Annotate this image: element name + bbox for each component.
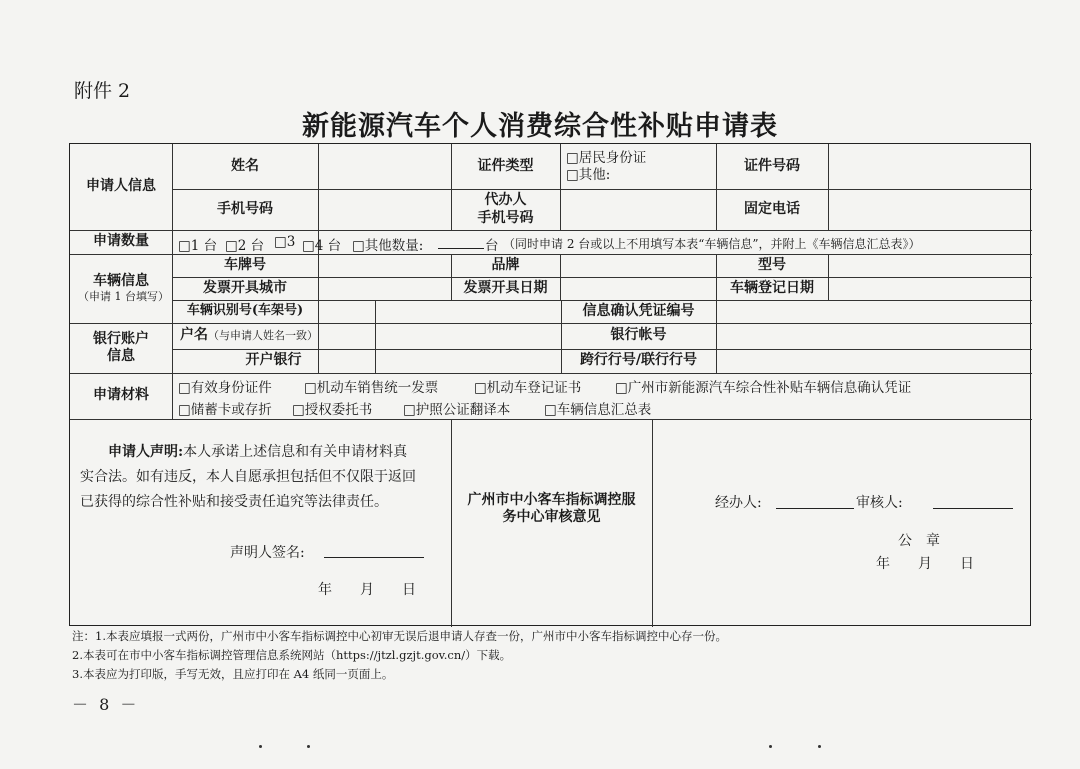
transfer-no-field[interactable] — [716, 349, 1032, 373]
id-number-field[interactable] — [828, 144, 1032, 189]
reviewer-field[interactable] — [933, 495, 1013, 509]
page-number: － 8 － — [72, 695, 140, 714]
material-registration[interactable]: □机动车登记证书 — [474, 380, 582, 396]
account-field[interactable] — [716, 323, 1032, 349]
name-field[interactable] — [318, 144, 451, 189]
account-label: 银行帐号 — [610, 327, 667, 344]
id-type-options — [560, 144, 716, 189]
vin-label: 车辆识别号(车架号) — [186, 303, 304, 319]
agent-mobile-label-line2: 手机号码 — [477, 209, 534, 226]
quantity-other-field[interactable] — [438, 235, 484, 249]
material-bank-card[interactable]: □储蓄卡或存折 — [178, 402, 272, 418]
quantity-option-2[interactable]: □2 台 — [225, 238, 265, 254]
attachment-label: 附件 2 — [74, 80, 131, 102]
brand-label: 品牌 — [491, 256, 520, 273]
quantity-note: （同时申请 2 台或以上不用填写本表“车辆信息”，并附上《车辆信息汇总表》） — [503, 237, 921, 251]
signature-field[interactable] — [324, 544, 424, 558]
bank-name-label: 开户银行 — [245, 352, 302, 369]
form-title: 新能源汽车个人消费综合性补贴申请表 — [302, 111, 778, 142]
declaration-paragraph — [80, 440, 450, 515]
note-1: 注：1.本表应填报一式两份，广州市中小客车指标调控中心初审无误后退申请人存查一份，广州市中小客车指标调控中心存一份。 — [72, 629, 727, 643]
vehicle-section-title: 车辆信息 — [93, 272, 149, 289]
agent-mobile-label-line1: 代办人 — [484, 192, 527, 208]
declaration-text-1: 本人承诺上述信息和有关申请材料真 — [183, 444, 408, 460]
holder-field[interactable] — [375, 323, 561, 349]
review-date: 年 月 日 — [876, 556, 974, 572]
scan-dot — [259, 745, 262, 748]
quantity-option-1[interactable]: □1 台 — [178, 238, 218, 254]
model-label: 型号 — [758, 256, 786, 273]
handler-field[interactable] — [776, 495, 854, 509]
invoice-date-label: 发票开具日期 — [463, 279, 548, 296]
scan-dot — [307, 745, 310, 748]
holder-label-text: 户名 — [180, 327, 208, 344]
material-passport-translation[interactable]: □护照公证翻译本 — [403, 402, 511, 418]
review-label — [451, 484, 652, 534]
scan-dot — [769, 745, 772, 748]
agent-mobile-field[interactable] — [560, 189, 716, 230]
vehicle-section-label — [70, 254, 172, 323]
invoice-city-field[interactable] — [318, 277, 451, 300]
name-label: 姓名 — [231, 157, 259, 174]
quantity-option-other[interactable]: □其他数量: — [352, 238, 424, 254]
bank-name-field[interactable] — [375, 349, 561, 373]
holder-label — [172, 323, 375, 349]
declaration-text-3: 已获得的综合性补贴和接受责任追究等法律责任。 — [80, 494, 388, 510]
material-invoice[interactable]: □机动车销售统一发票 — [304, 380, 439, 396]
declaration-date: 年 月 日 — [318, 582, 416, 598]
row-line — [70, 419, 1032, 420]
note-2: 2.本表可在市中小客车指标调控管理信息系统网站（https://jtzl.gzjt.gov.cn/）下载。 — [72, 648, 512, 662]
col-line — [652, 419, 653, 627]
invoice-city-label: 发票开具城市 — [203, 279, 287, 296]
material-id-card[interactable]: □有效身份证件 — [178, 380, 272, 396]
row-line — [70, 373, 1032, 374]
id-number-label: 证件号码 — [744, 157, 800, 174]
bank-section-line2: 信息 — [107, 348, 135, 364]
mobile-field[interactable] — [318, 189, 451, 230]
quantity-section-label: 申请数量 — [93, 233, 149, 250]
quantity-option-3[interactable]: □3 — [274, 234, 296, 250]
reviewer-label: 审核人: — [856, 495, 903, 511]
note-3: 3.本表应为打印版，手写无效，且应打印在 A4 纸同一页面上。 — [72, 667, 394, 681]
review-label-line2: 务中心审核意见 — [502, 509, 601, 525]
applicant-section-label: 申请人信息 — [86, 178, 156, 195]
bank-section-label — [70, 323, 172, 373]
row-line — [70, 230, 1032, 231]
agent-mobile-label — [451, 189, 560, 230]
bank-section-line1: 银行账户 — [93, 330, 149, 347]
review-label-line1: 广州市中小客车指标调控服 — [467, 491, 636, 508]
model-field[interactable] — [828, 254, 1032, 277]
material-power-of-attorney[interactable]: □授权委托书 — [292, 402, 373, 418]
landline-label: 固定电话 — [744, 200, 800, 217]
scan-dot — [818, 745, 821, 748]
declaration-label: 申请人声明: — [108, 444, 184, 460]
handler-label: 经办人: — [715, 495, 762, 511]
vehicle-section-note: （申请 1 台填写） — [78, 290, 169, 304]
landline-field[interactable] — [828, 189, 1032, 230]
voucher-no-field[interactable] — [716, 300, 1032, 323]
holder-label-note: （与申请人姓名一致） — [208, 329, 318, 343]
material-confirmation-voucher[interactable]: □广州市新能源汽车综合性补贴车辆信息确认凭证 — [615, 380, 912, 396]
reg-date-field[interactable] — [828, 277, 1032, 300]
signature-label: 声明人签名: — [230, 545, 305, 561]
materials-section-label: 申请材料 — [93, 387, 149, 404]
id-type-label: 证件类型 — [477, 157, 534, 174]
transfer-no-label: 跨行行号/联行行号 — [579, 352, 698, 369]
official-seal-label: 公 章 — [898, 533, 940, 549]
declaration-text-2: 实合法。如有违反，本人自愿承担包括但不仅限于返回 — [80, 469, 416, 485]
vin-field[interactable] — [318, 300, 561, 323]
plate-field[interactable] — [318, 254, 451, 277]
reg-date-label: 车辆登记日期 — [730, 279, 814, 296]
notes — [72, 627, 727, 684]
quantity-unit: 台 — [485, 238, 499, 254]
application-form — [69, 143, 1031, 626]
plate-label: 车牌号 — [224, 256, 266, 273]
brand-field[interactable] — [560, 254, 716, 277]
quantity-option-4[interactable]: □4 台 — [302, 238, 342, 254]
mobile-label: 手机号码 — [217, 200, 273, 217]
material-vehicle-summary[interactable]: □车辆信息汇总表 — [544, 402, 652, 418]
id-option-other[interactable]: □其他: — [566, 166, 611, 183]
id-option-resident-card[interactable]: □居民身份证 — [566, 149, 647, 166]
voucher-no-label: 信息确认凭证编号 — [582, 302, 695, 319]
invoice-date-field[interactable] — [560, 277, 716, 300]
